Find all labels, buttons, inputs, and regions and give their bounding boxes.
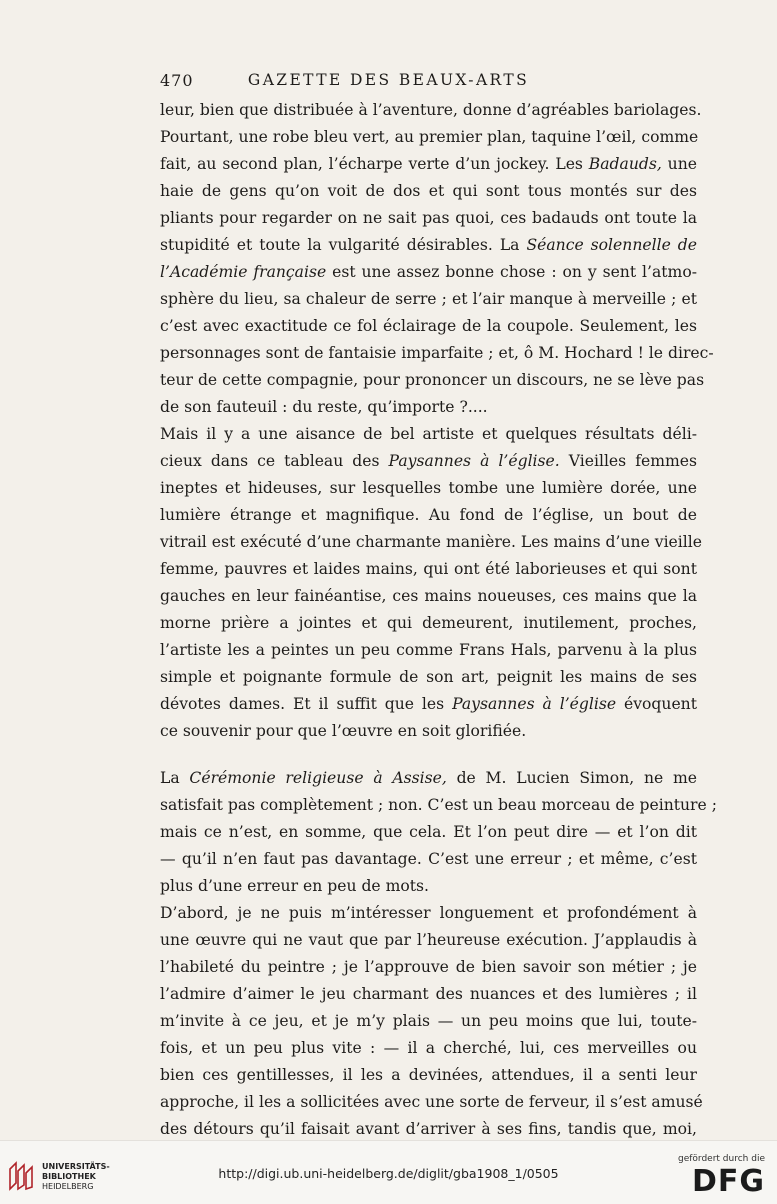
dfg-funding-label: gefördert durch die <box>678 1154 765 1164</box>
text-line: femme, pauvres et laides mains, qui ont été laborieuses et qui sont <box>160 560 697 578</box>
text-line: fois, et un peu plus vite : — il a cherché, lui, ces merveilles ou <box>160 1039 697 1057</box>
text-line: morne prière a jointes et qui demeurent, inutilement, proches, <box>160 614 697 632</box>
university-library-name: UNIVERSITÄTS- BIBLIOTHEK HEIDELBERG <box>42 1162 110 1191</box>
page-number: 470 <box>160 71 194 90</box>
text-line: La Cérémonie religieuse à Assise, de M. Lucien Simon, ne me <box>160 769 697 787</box>
body-text <box>160 97 717 1170</box>
text-line: bien ces gentillesses, il les a devinées, attendues, il a senti leur <box>160 1066 697 1084</box>
running-title: GAZETTE DES BEAUX-ARTS <box>247 71 530 89</box>
text-line: l’admire d’aimer le jeu charmant des nuances et des lumières ; il <box>160 985 697 1003</box>
text-line: une œuvre qui ne vaut que par l’heureuse exécution. J’applaudis à <box>160 931 697 949</box>
text-line: m’invite à ce jeu, et je m’y plais — un peu moins que lui, toute- <box>160 1012 697 1030</box>
section-gap <box>160 745 697 765</box>
digitization-footer <box>0 1140 777 1204</box>
text-line: de son fauteuil : du reste, qu’importe ?.... <box>160 398 488 416</box>
text-line: lumière étrange et magnifique. Au fond de l’église, un bout de <box>160 506 697 524</box>
text-line: cieux dans ce tableau des Paysannes à l’église. Vieilles femmes <box>160 452 697 470</box>
text-line: c’est avec exactitude ce fol éclairage de la coupole. Seulement, les <box>160 317 697 335</box>
text-line: D’abord, je ne puis m’intéresser longuement et profondément à <box>160 904 697 922</box>
text-line: gauches en leur fainéantise, ces mains noueuses, ces mains que la <box>160 587 697 605</box>
text-line: Pourtant, une robe bleu vert, au premier plan, taquine l’œil, comme <box>160 128 699 146</box>
text-line: l’Académie française est une assez bonne chose : on y sent l’atmo- <box>160 263 697 281</box>
text-line: plus d’une erreur en peu de mots. <box>160 877 430 895</box>
text-line: approche, il les a sollicitées avec une sorte de ferveur, il s’est amusé <box>160 1093 703 1111</box>
text-line: ineptes et hideuses, sur lesquelles tombe une lumière dorée, une <box>160 479 697 497</box>
page-header <box>0 71 777 93</box>
text-line: fait, au second plan, l’écharpe verte d’un jockey. Les Badauds, une <box>160 155 697 173</box>
text-line: satisfait pas complètement ; non. C’est un beau morceau de peinture ; <box>160 796 717 814</box>
text-line: des détours qu’il faisait avant d’arriver à ses fins, tandis que, moi, <box>160 1120 697 1138</box>
text-line: — qu’il n’en faut pas davantage. C’est une erreur ; et même, c’est <box>160 850 697 868</box>
text-line: l’artiste les a peintes un peu comme Frans Hals, parvenu à la plus <box>160 641 697 659</box>
text-line: vitrail est exécuté d’une charmante manière. Les mains d’une vieille <box>160 533 702 551</box>
text-line: pliants pour regarder on ne sait pas quoi, ces badauds ont toute la <box>160 209 697 227</box>
text-line: l’habileté du peintre ; je l’approuve de bien savoir son métier ; je <box>160 958 697 976</box>
text-line: teur de cette compagnie, pour prononcer un discours, ne se lève pas <box>160 371 705 389</box>
text-line: personnages sont de fantaisie imparfaite ; et, ô M. Hochard ! le direc- <box>160 344 714 362</box>
text-line: Mais il y a une aisance de bel artiste et quelques résultats déli- <box>160 425 697 443</box>
dfg-logo: DFG <box>691 1164 765 1199</box>
text-line: stupidité et toute la vulgarité désirables. La Séance solennelle de <box>160 236 697 254</box>
text-line: haie de gens qu’on voit de dos et qui sont tous montés sur des <box>160 182 697 200</box>
text-line: leur, bien que distribuée à l’aventure, donne d’agréables bariolages. <box>160 101 702 119</box>
text-line: dévotes dames. Et il suffit que les Paysannes à l’église évoquent <box>160 695 697 713</box>
text-line: ce souvenir pour que l’œuvre en soit glorifiée. <box>160 722 527 740</box>
text-line: sphère du lieu, sa chaleur de serre ; et l’air manque à merveille ; et <box>160 290 697 308</box>
text-line: simple et poignante formule de son art, peignit les mains de ses <box>160 668 697 686</box>
digitization-url[interactable]: http://digi.ub.uni-heidelberg.de/diglit/gba1908_1/0505 <box>218 1166 559 1181</box>
text-line: mais ce n’est, en somme, que cela. Et l’on peut dire — et l’on dit <box>160 823 697 841</box>
